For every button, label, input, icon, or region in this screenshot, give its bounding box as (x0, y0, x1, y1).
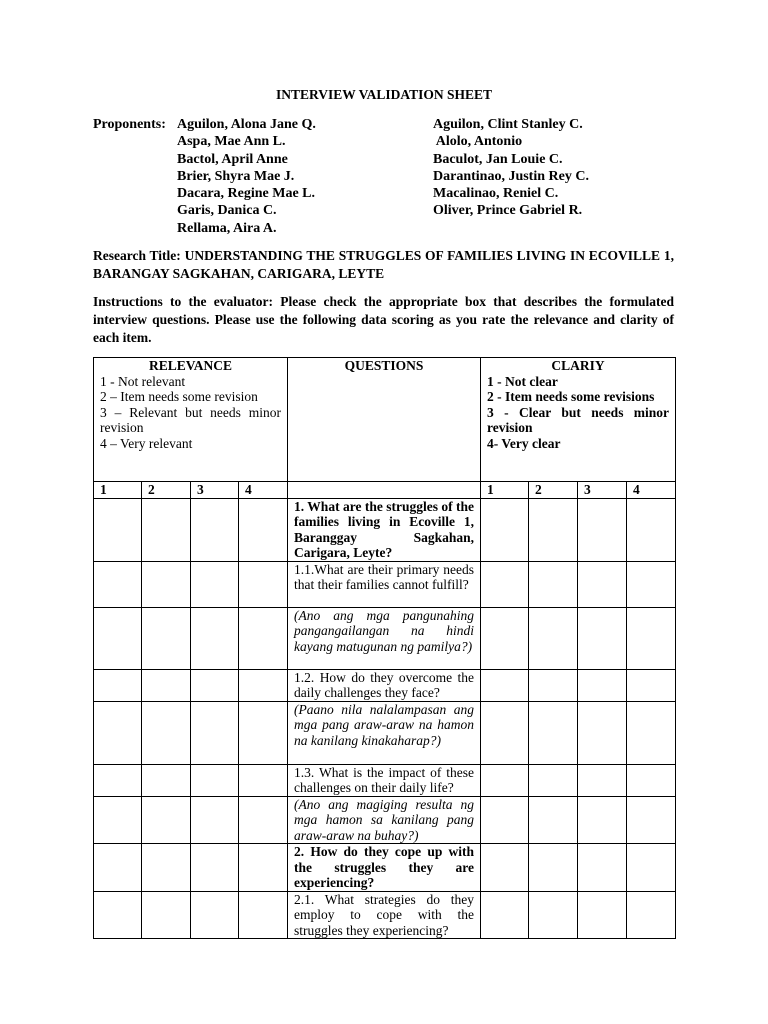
question-row (94, 844, 676, 892)
clarity-scale-4: 4 (627, 482, 676, 499)
relevance-item: 1 - Not relevant (100, 373, 186, 389)
question-text: (Ano ang mga pangunahing pangangailangan na hindi kayang matugunan ng pamilya?) (288, 607, 481, 669)
relevance-rating-cell-1[interactable] (94, 796, 142, 844)
relevance-rating-cell-3[interactable] (191, 891, 239, 939)
relevance-rating-cell-3[interactable] (191, 764, 239, 796)
proponent-name: Bactol, April Anne (177, 151, 288, 167)
relevance-rating-cell-4[interactable] (239, 607, 288, 669)
proponent-name: Baculot, Jan Louie C. (433, 151, 563, 167)
question-text: (Paano nila nalalampasan ang mga pang araw-araw na hamon na kanilang kinakaharap?) (288, 701, 481, 764)
relevance-rating-cell-4[interactable] (239, 891, 288, 939)
relevance-rating-cell-1[interactable] (94, 701, 142, 764)
proponents-label: Proponents: (93, 117, 166, 132)
proponents-label-spacer (93, 220, 177, 237)
question-row (94, 796, 676, 844)
proponent-name: Darantinao, Justin Rey C. (433, 168, 589, 184)
relevance-rating-cell-2[interactable] (142, 701, 191, 764)
relevance-rating-cell-4[interactable] (239, 796, 288, 844)
question-text: (Ano ang magiging resulta ng mga hamon sa kanilang pang araw-araw na buhay?) (288, 796, 481, 844)
clarity-rating-cell-4[interactable] (627, 764, 676, 796)
clarity-rating-cell-4[interactable] (627, 561, 676, 607)
clarity-rating-cell-4[interactable] (627, 891, 676, 939)
clarity-rating-cell-3[interactable] (578, 607, 627, 669)
question-row (94, 561, 676, 607)
relevance-rating-cell-2[interactable] (142, 796, 191, 844)
proponent-name: Macalinao, Reniel C. (433, 186, 559, 202)
clarity-rating-cell-2[interactable] (529, 891, 578, 939)
question-text: 1. What are the struggles of the families living in Ecoville 1, Baranggay Sagkahan, Carigara, Leyte? (288, 498, 481, 561)
clarity-rating-cell-2[interactable] (529, 498, 578, 561)
proponents-block (93, 116, 693, 237)
evaluator-instructions: Instructions to the evaluator: Please check the appropriate box that describes the formulated interview questions. Please use the following data scoring as you rate the relevance and clarity of each item. (93, 294, 674, 345)
clarity-scale-3: 3 (578, 482, 627, 499)
clarity-scale-1: 1 (481, 482, 529, 499)
relevance-rating-cell-1[interactable] (94, 498, 142, 561)
relevance-scale-1: 1 (94, 482, 142, 499)
proponent-name: Aguilon, Alona Jane Q. (177, 117, 316, 132)
relevance-rating-cell-2[interactable] (142, 498, 191, 561)
clarity-rating-cell-3[interactable] (578, 669, 627, 701)
proponent-name: Aspa, Mae Ann L. (177, 134, 286, 150)
proponents-label-spacer (93, 133, 177, 150)
proponent-name: Dacara, Regine Mae L. (177, 186, 316, 202)
relevance-rating-cell-2[interactable] (142, 844, 191, 892)
clarity-item: 2 - Item needs some revisions (487, 389, 655, 404)
clarity-rating-cell-1[interactable] (481, 498, 529, 561)
clarity-item: 4- Very clear (487, 435, 561, 451)
proponents-label-spacer (93, 151, 177, 168)
clarity-rating-cell-4[interactable] (627, 498, 676, 561)
question-text: 2.1. What strategies do they employ to cope with the struggles they experiencing? (288, 891, 481, 939)
question-row (94, 498, 676, 561)
clarity-rating-cell-2[interactable] (529, 701, 578, 764)
clarity-rating-cell-4[interactable] (627, 607, 676, 669)
clarity-rating-cell-3[interactable] (578, 701, 627, 764)
questions-header: QUESTIONS (288, 358, 481, 482)
relevance-rating-cell-3[interactable] (191, 701, 239, 764)
clarity-title: CLARIY (551, 358, 605, 373)
clarity-rating-cell-2[interactable] (529, 561, 578, 607)
relevance-rating-cell-4[interactable] (239, 701, 288, 764)
clarity-rating-cell-2[interactable] (529, 669, 578, 701)
question-text: 2. How do they cope up with the struggles they are experiencing? (288, 844, 481, 892)
clarity-item: 3 - Clear but needs minor revision (487, 404, 670, 435)
relevance-item: 3 – Relevant but needs minor revision (100, 404, 282, 435)
question-row (94, 701, 676, 764)
scale-header-row (94, 482, 676, 499)
proponents-row (93, 151, 693, 168)
relevance-rating-cell-4[interactable] (239, 561, 288, 607)
clarity-rating-cell-3[interactable] (578, 844, 627, 892)
proponent-name: Garis, Danica C. (177, 203, 277, 219)
relevance-rating-cell-4[interactable] (239, 669, 288, 701)
clarity-rating-cell-2[interactable] (529, 607, 578, 669)
proponent-name: Aguilon, Clint Stanley C. (433, 117, 583, 132)
relevance-rating-cell-3[interactable] (191, 498, 239, 561)
relevance-rating-cell-2[interactable] (142, 891, 191, 939)
clarity-rating-cell-2[interactable] (529, 796, 578, 844)
proponent-name: Alolo, Antonio (433, 134, 523, 150)
clarity-rating-cell-3[interactable] (578, 764, 627, 796)
clarity-rating-cell-2[interactable] (529, 764, 578, 796)
relevance-scale-3: 3 (191, 482, 239, 499)
relevance-item: 4 – Very relevant (100, 435, 193, 451)
relevance-rating-cell-4[interactable] (239, 844, 288, 892)
clarity-rating-cell-3[interactable] (578, 561, 627, 607)
questions-scale-blank (288, 482, 481, 499)
relevance-rating-cell-1[interactable] (94, 891, 142, 939)
proponents-row (93, 116, 693, 133)
question-row (94, 607, 676, 669)
document-title: INTERVIEW VALIDATION SHEET (275, 87, 493, 102)
clarity-rating-cell-4[interactable] (627, 796, 676, 844)
proponents-row (93, 202, 693, 219)
relevance-rating-cell-1[interactable] (94, 764, 142, 796)
relevance-rating-cell-3[interactable] (191, 669, 239, 701)
relevance-rating-cell-1[interactable] (94, 561, 142, 607)
clarity-rating-cell-1[interactable] (481, 561, 529, 607)
proponents-label-spacer (93, 168, 177, 185)
relevance-scale-4: 4 (239, 482, 288, 499)
proponent-name: Rellama, Aira A. (177, 220, 277, 236)
question-text: 1.1.What are their primary needs that their families cannot fulfill? (288, 561, 481, 607)
question-row (94, 764, 676, 796)
relevance-rating-cell-2[interactable] (142, 764, 191, 796)
proponents-row (93, 168, 693, 185)
clarity-scale-2: 2 (529, 482, 578, 499)
clarity-rating-cell-3[interactable] (578, 796, 627, 844)
proponents-row (93, 133, 693, 150)
relevance-rating-cell-2[interactable] (142, 607, 191, 669)
relevance-item: 2 – Item needs some revision (100, 389, 258, 404)
proponents-row (93, 185, 693, 202)
clarity-rating-cell-1[interactable] (481, 891, 529, 939)
clarity-rating-cell-1[interactable] (481, 607, 529, 669)
relevance-rating-cell-1[interactable] (94, 844, 142, 892)
relevance-rating-cell-4[interactable] (239, 498, 288, 561)
clarity-rating-cell-1[interactable] (481, 669, 529, 701)
relevance-rating-cell-1[interactable] (94, 607, 142, 669)
relevance-scale-2: 2 (142, 482, 191, 499)
question-text: 1.3. What is the impact of these challenges on their daily life? (288, 764, 481, 796)
clarity-rating-cell-1[interactable] (481, 701, 529, 764)
clarity-rating-cell-4[interactable] (627, 701, 676, 764)
clarity-rating-cell-1[interactable] (481, 764, 529, 796)
relevance-rating-cell-3[interactable] (191, 607, 239, 669)
clarity-rating-cell-3[interactable] (578, 498, 627, 561)
legend-row (94, 358, 676, 482)
clarity-rating-cell-4[interactable] (627, 844, 676, 892)
proponents-row (93, 220, 693, 237)
clarity-rating-cell-2[interactable] (529, 844, 578, 892)
question-row (94, 669, 676, 701)
proponent-name (433, 220, 683, 237)
clarity-rating-cell-3[interactable] (578, 891, 627, 939)
relevance-rating-cell-3[interactable] (191, 561, 239, 607)
relevance-rating-cell-3[interactable] (191, 796, 239, 844)
proponent-name: Brier, Shyra Mae J. (177, 168, 295, 184)
clarity-item: 1 - Not clear (487, 373, 558, 389)
clarity-rating-cell-1[interactable] (481, 844, 529, 892)
question-text: 1.2. How do they overcome the daily challenges they face? (288, 669, 481, 701)
relevance-rating-cell-3[interactable] (191, 844, 239, 892)
question-row (94, 891, 676, 939)
clarity-rating-cell-4[interactable] (627, 669, 676, 701)
proponents-label-spacer (93, 202, 177, 219)
relevance-rating-cell-1[interactable] (94, 669, 142, 701)
relevance-legend (94, 358, 288, 482)
relevance-title: RELEVANCE (149, 358, 233, 373)
proponent-name: Oliver, Prince Gabriel R. (433, 203, 583, 219)
proponents-label-spacer (93, 185, 177, 202)
relevance-rating-cell-2[interactable] (142, 669, 191, 701)
clarity-rating-cell-1[interactable] (481, 796, 529, 844)
research-title: Research Title: UNDERSTANDING THE STRUGGLES OF FAMILIES LIVING IN ECOVILLE 1, BARANGAY SAGKAHAN, CARIGARA, LEYTE (93, 248, 674, 281)
clarity-legend (481, 358, 676, 482)
relevance-rating-cell-2[interactable] (142, 561, 191, 607)
relevance-rating-cell-4[interactable] (239, 764, 288, 796)
validation-table (93, 357, 676, 939)
